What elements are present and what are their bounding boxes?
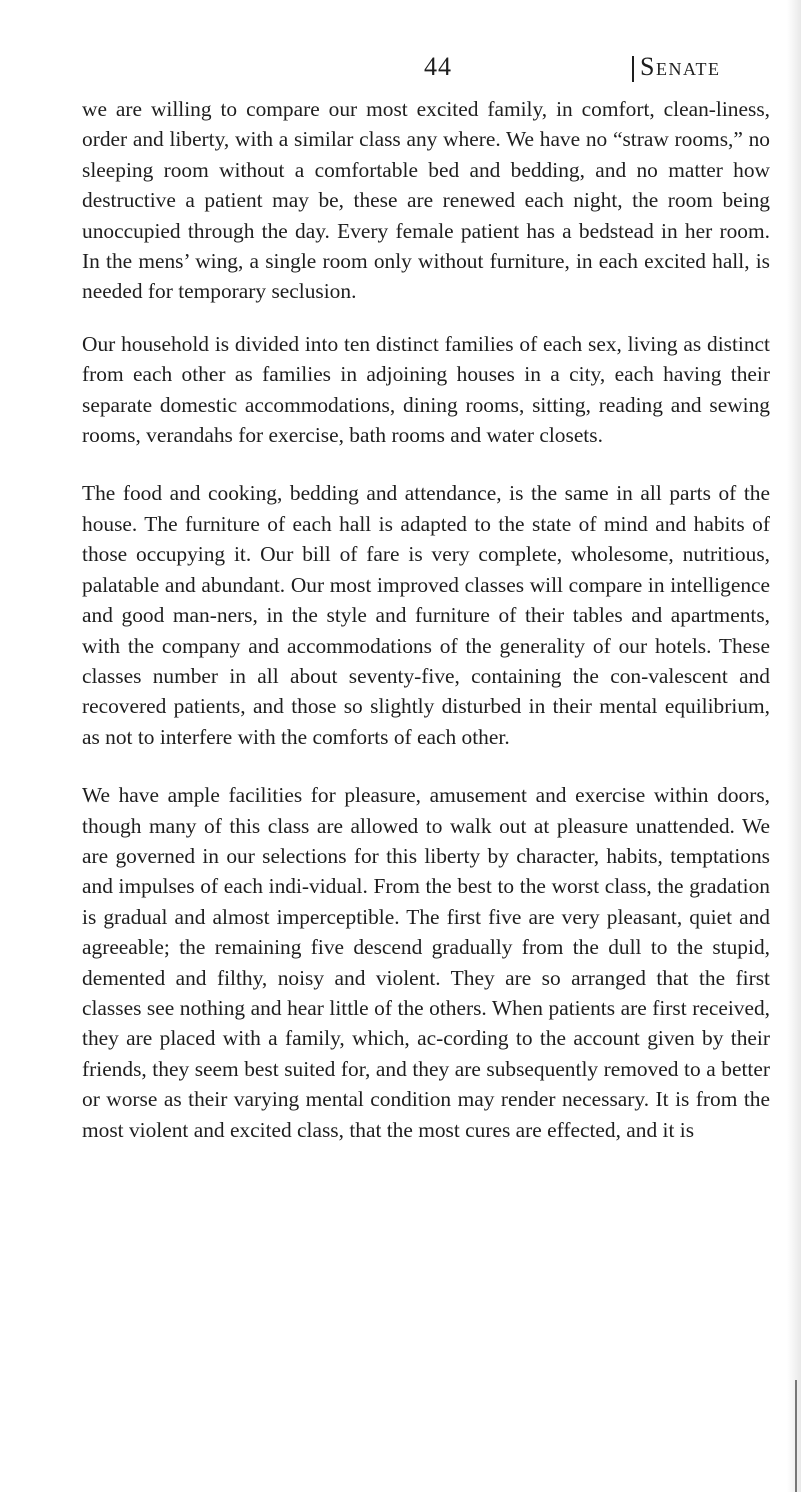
page-edge-line: [795, 1380, 797, 1492]
page-header: [0, 52, 801, 92]
paragraph-2: Our household is divided into ten distinct families of each sex, living as distinct from each other as families in adjoining houses in a city, each having their separate domestic accommodations, dining rooms, sitting, reading and sewing rooms, verandahs for exercise, bath rooms and water closets.: [82, 331, 770, 448]
body-text: [82, 94, 770, 1173]
running-head: Senate: [640, 52, 721, 81]
page-number: 44: [424, 52, 452, 81]
paragraph-4: We have ample facilities for pleasure, amusement and exercise within doors, though many of this class are allowed to walk out at pleasure unattended. We are governed in our selections for this liberty by character, habits, temptations and impulses of each indi-vidual. From the best to the worst class, the gradation is gradual and almost imperceptible. The first five are very pleasant, quiet and agreeable; the remaining five descend gradually from the dull to the stupid, demented and filthy, noisy and violent. They are so arranged that the first classes see nothing and hear little of the others. When patients are first received, they are placed with a family, which, ac-cording to the account given by their friends, they seem best suited for, and they are subsequently removed to a better or worse as their varying mental condition may render necessary. It is from the most violent and excited class, that the most cures are effected, and it is: [82, 783, 770, 1142]
paragraph-1: we are willing to compare our most excited family, in comfort, clean-liness, order and liberty, with a similar class any where. We have no “straw rooms,” no sleeping room without a comfortable bed and bedding, and no matter how destructive a patient may be, these are renewed each night, the room being unoccupied through the day. Every female patient has a bedstead in her room. In the mens’ wing, a single room only without furniture, in each excited hall, is needed for temporary seclusion.: [82, 97, 770, 304]
paragraph-3: The food and cooking, bedding and attendance, is the same in all parts of the house. The furniture of each hall is adapted to the state of mind and habits of those occupying it. Our bill of fare is very complete, wholesome, nutritious, palatable and abundant. Our most improved classes will compare in intelligence and good man-ners, in the style and furniture of their tables and apartments, with the company and accommodations of the generality of our hotels. These classes number in all about seventy-five, containing the con-valescent and recovered patients, and those so slightly disturbed in their mental equilibrium, as not to interfere with the comforts of each other.: [82, 481, 770, 749]
page-edge-shadow: [787, 0, 801, 1492]
